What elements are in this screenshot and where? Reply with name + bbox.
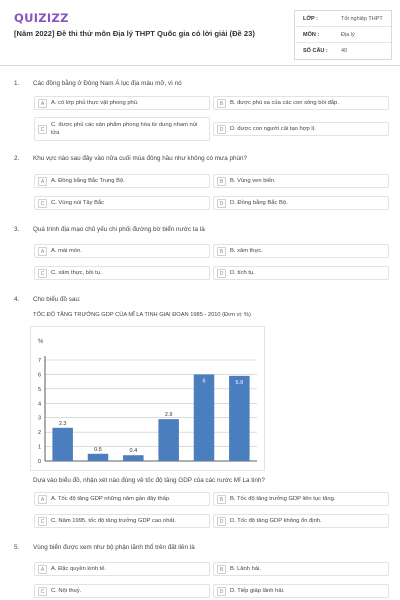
answer-option-d[interactable]	[213, 122, 389, 136]
y-tick-label: 3	[37, 415, 41, 422]
option-text: A. Tốc độ tăng GDP những năm gần đây thấp.	[51, 496, 171, 502]
option-text: A. Đặc quyền kinh tế.	[51, 566, 107, 572]
answer-option-c[interactable]	[34, 266, 210, 280]
y-tick-label: 2	[37, 430, 41, 437]
option-letter: C	[38, 517, 47, 526]
option-text: C. được phủ các sản phẩm phong hóa từ dung nham núi lửa	[51, 122, 198, 136]
y-tick-label: 4	[37, 401, 41, 408]
option-text: B. xâm thực.	[230, 248, 263, 254]
bar	[194, 374, 214, 461]
option-letter: D	[217, 587, 226, 596]
answer-option-a[interactable]	[34, 492, 210, 506]
bar-value-label: 5.9	[235, 379, 244, 386]
option-text: D. được con người cải tạo hợp lí.	[230, 126, 316, 132]
answer-option-b[interactable]	[213, 562, 389, 576]
option-text: B. Tốc độ tăng trưởng GDP liên tục tăng.	[230, 496, 336, 502]
option-letter: D	[217, 125, 226, 134]
option-letter: B	[217, 495, 226, 504]
bar-value-label: 0.4	[129, 448, 138, 455]
option-letter: C	[38, 125, 47, 134]
bar	[52, 428, 72, 461]
option-letter: A	[38, 99, 47, 108]
info-row-subject	[295, 27, 391, 43]
answer-option-c[interactable]	[34, 514, 210, 528]
answer-option-b[interactable]	[213, 96, 389, 110]
question-text: Các đồng bằng ở Đông Nam Á lục địa màu mỡ, vì nó	[33, 80, 182, 87]
option-text: C. xâm thực, bồi tụ.	[51, 270, 102, 276]
answer-option-b[interactable]	[213, 492, 389, 506]
question-text: Khu vực nào sau đây vào nửa cuối mùa đông hầu như không có mưa phùn?	[33, 155, 247, 162]
option-text: B. Lãnh hải.	[230, 566, 261, 572]
question-number: 5.	[14, 544, 20, 551]
answer-option-d[interactable]	[213, 196, 389, 210]
option-letter: B	[217, 99, 226, 108]
option-letter: D	[217, 199, 226, 208]
class-label: LỚP :	[303, 16, 318, 22]
answer-option-d[interactable]	[213, 514, 389, 528]
question-text: Quá trình địa mạo chủ yếu chi phối đường bờ biển nước ta là	[33, 226, 205, 233]
option-letter: C	[38, 199, 47, 208]
answer-option-b[interactable]	[213, 174, 389, 188]
answer-option-c[interactable]	[34, 196, 210, 210]
worksheet-header	[0, 0, 400, 66]
question-number: 3.	[14, 226, 20, 233]
question-count-label: SỐ CÂU :	[303, 48, 328, 54]
answer-option-a[interactable]	[34, 96, 210, 110]
question-text: Vùng biển được xem như bộ phận lãnh thổ trên đất liền là	[33, 544, 195, 551]
info-box	[294, 10, 392, 60]
option-text: A. có lớp phủ thực vật phong phú.	[51, 100, 139, 106]
option-text: D. Đồng bằng Bắc Bộ.	[230, 200, 288, 206]
answer-option-d[interactable]	[213, 266, 389, 280]
answer-option-c[interactable]	[34, 117, 210, 141]
class-value: Tốt nghiệp THPT	[341, 16, 383, 22]
question-number: 4.	[14, 296, 20, 303]
y-tick-label: 7	[37, 358, 41, 364]
option-letter: D	[217, 269, 226, 278]
subject-label: MÔN :	[303, 32, 320, 38]
bar-value-label: 2.9	[164, 412, 173, 419]
subject-value: Địa lý	[341, 32, 355, 38]
option-text: C. Năm 1995, tốc độ tăng trưởng GDP cao nhất.	[51, 518, 176, 524]
bar	[158, 419, 178, 461]
info-row-class	[295, 11, 391, 27]
bar	[123, 455, 143, 461]
answer-option-a[interactable]	[34, 244, 210, 258]
question-followup-text: Dựa vào biểu đồ, nhận xét nào đúng về tốc độ tăng GDP của các nước Mĩ La tinh?	[33, 477, 265, 484]
option-text: D. Tốc độ tăng GDP không ổn định.	[230, 518, 322, 524]
question-count-value: 40	[341, 48, 348, 54]
question-number: 2.	[14, 155, 20, 162]
option-letter: A	[38, 565, 47, 574]
bar-value-label: 0.5	[94, 446, 102, 453]
option-text: C. Vùng núi Tây Bắc	[51, 200, 105, 206]
y-tick-label: 6	[37, 372, 41, 379]
option-text: B. Vùng ven biển.	[230, 178, 276, 184]
option-letter: D	[217, 517, 226, 526]
option-letter: B	[217, 565, 226, 574]
option-text: A. mài mòn.	[51, 248, 82, 254]
option-text: A. Đồng bằng Bắc Trung Bộ.	[51, 178, 125, 184]
option-letter: B	[217, 177, 226, 186]
answer-option-a[interactable]	[34, 174, 210, 188]
option-text: B. được phù sa của các con sông bồi đắp.	[230, 100, 339, 106]
option-letter: C	[38, 587, 47, 596]
worksheet-title: [Năm 2022] Đề thi thử môn Địa lý THPT Quốc gia có lời giải (Đề 23)	[14, 29, 255, 38]
bar-value-label: 6	[202, 378, 206, 385]
bar	[229, 376, 249, 461]
gdp-growth-bar-chart	[30, 326, 265, 471]
question-number: 1.	[14, 80, 20, 87]
answer-option-b[interactable]	[213, 244, 389, 258]
y-tick-label: 1	[37, 444, 41, 451]
option-letter: A	[38, 177, 47, 186]
option-letter: A	[38, 495, 47, 504]
y-tick-label: 5	[37, 386, 41, 393]
info-row-count	[295, 43, 391, 59]
option-text: C. Nội thuỷ.	[51, 588, 82, 594]
option-text: D. tích tụ.	[230, 270, 255, 276]
option-letter: B	[217, 247, 226, 256]
bar	[88, 454, 108, 461]
y-axis-unit-label: %	[38, 339, 44, 345]
option-letter: A	[38, 247, 47, 256]
question-text: Cho biểu đồ sau:	[33, 296, 81, 303]
answer-option-a[interactable]	[34, 562, 210, 576]
bar-value-label: 2.3	[58, 420, 67, 427]
chart-svg	[31, 327, 264, 470]
answer-option-c[interactable]	[34, 584, 210, 598]
answer-option-d[interactable]	[213, 584, 389, 598]
quizizz-logo: QUIZIZZ	[14, 11, 69, 25]
chart-caption: TỐC ĐỘ TĂNG TRƯỞNG GDP CỦA MĨ LA TINH GIAI ĐOẠN 1985 - 2010 (Đơn vị: %)	[33, 312, 251, 318]
option-text: D. Tiếp giáp lãnh hải.	[230, 588, 285, 594]
y-tick-label: 0	[37, 459, 41, 465]
option-letter: C	[38, 269, 47, 278]
